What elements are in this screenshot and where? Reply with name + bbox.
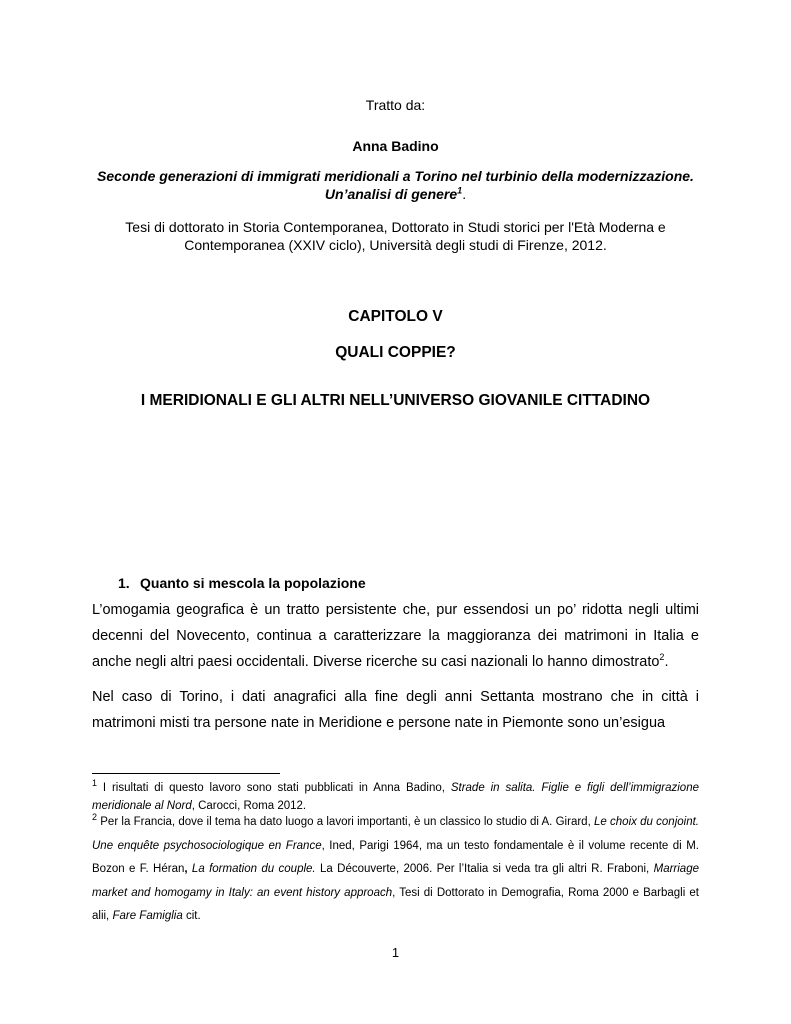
paragraph-1-end: .	[664, 654, 669, 670]
thesis-title-end: .	[462, 186, 467, 202]
paragraph-2: Nel caso di Torino, i dati anagrafici alla fine degli anni Settanta mostrano che in città i matrimoni misti tra persone nate in Meridione e persone nate in Piemonte sono un’esigua	[92, 689, 699, 731]
footnote-1-text-b: , Carocci, Roma 2012.	[191, 800, 307, 812]
footnote-separator	[92, 773, 280, 774]
footnote-2-book-title-2: La formation du couple.	[191, 863, 316, 875]
footnote-2-book-title-4: Fare Famiglia	[112, 910, 183, 922]
footnote-1-book-title: Strade in salita. Figlie e figli dell’immigrazione meridionale al Nord	[92, 782, 699, 812]
thesis-title	[92, 167, 699, 203]
section-number: 1.	[118, 575, 130, 591]
footnote-2-text-e: , Tesi di Dottorato in Demografia, Roma 2000 e Barbagli et alii,	[92, 886, 699, 922]
thesis-description-line1: Tesi di dottorato in Storia Contemporanea, Dottorato in Studi storici per l'Età Moderna e	[125, 219, 666, 235]
author-name: Anna Badino	[352, 138, 439, 154]
footnote-1-mark: 1	[92, 778, 98, 789]
footnote-ref-1: 1	[457, 185, 463, 196]
thesis-title-line2	[92, 185, 699, 203]
footnote-2-text-b: , Ined, Parigi 1964, ma un testo fondamentale è il volume recente di M. Bozon e F. Héran	[92, 839, 699, 875]
paragraph-1	[92, 597, 699, 675]
footnote-2-text-a: Per la Francia, dove il tema ha dato luogo a lavori importanti, è un classico lo studio di A. Girard,	[97, 816, 594, 828]
footnote-1-text-a: I risultati di questo lavoro sono stati pubblicati in Anna Badino,	[97, 782, 451, 794]
chapter-title: QUALI COPPIE?	[335, 344, 456, 361]
intro-text: Tratto da:	[365, 97, 426, 113]
thesis-title-line1: Seconde generazioni di immigrati meridionali a Torino nel turbinio della modernizzazione.	[97, 168, 694, 184]
footnote-2-book-title-1: Le choix du conjoint. Une enquête psychosociologique en France	[92, 816, 699, 852]
chapter-subtitle: I MERIDIONALI E GLI ALTRI NELL’UNIVERSO GIOVANILE CITTADINO	[140, 392, 651, 409]
section-heading	[118, 575, 366, 591]
chapter-number: CAPITOLO V	[348, 308, 443, 325]
section-title: Quanto si mescola la popolazione	[140, 575, 366, 591]
footnote-2-mark: 2	[92, 812, 98, 823]
footnote-2-text-d: La Découverte, 2006. Per l’Italia si veda tra gli altri R. Fraboni,	[315, 863, 654, 875]
footnote-2-comma: ,	[184, 863, 192, 875]
page-number: 1	[391, 945, 400, 960]
footnote-ref-2: 2	[659, 652, 665, 663]
thesis-title-line2-text: Un’analisi di genere	[324, 186, 458, 202]
footnote-2	[92, 811, 699, 929]
thesis-description-line2: Contemporanea (XXIV ciclo), Università degli studi di Firenze, 2012.	[184, 237, 607, 253]
paragraph-1-text: L’omogamia geografica è un tratto persistente che, pur essendosi un po’ ridotta negli ultimi decenni del Novecento, continua a caratterizzare la maggioranza dei matrimoni in Italia e anche negli altri paesi occidentali. Diverse ricerche su casi nazionali lo hanno dimostrato	[92, 602, 699, 670]
footnote-2-text-f: cit.	[182, 910, 201, 922]
thesis-description	[92, 218, 699, 254]
footnote-2-book-title-3: Marriage market and homogamy in Italy: an event history approach	[92, 863, 699, 899]
footnote-1	[92, 779, 699, 815]
